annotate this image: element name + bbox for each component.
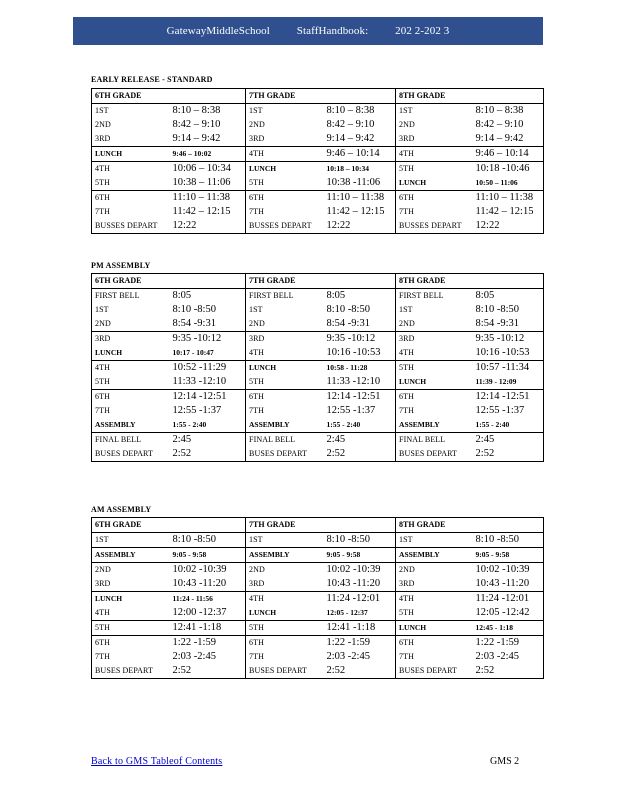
period-label: 2ND (95, 565, 111, 574)
period-label: ASSEMBLY (92, 548, 170, 563)
period-time: 10:43 -11:20 (473, 577, 544, 592)
period-row (92, 205, 544, 219)
period-time: 9:14 – 9:42 (473, 132, 544, 147)
period-label: FIRST BELL (396, 289, 473, 304)
period-time: 10:06 – 10:34 (172, 163, 231, 174)
period-label: FINAL BELL (246, 433, 324, 448)
period-label: 7TH (95, 207, 110, 216)
period-label: 1ST (396, 303, 473, 317)
period-label: 3RD (396, 577, 473, 592)
period-label: BUSES DEPART (92, 664, 170, 679)
period-label: 6TH (396, 191, 473, 206)
period-time: 2:52 (170, 447, 246, 462)
period-row (92, 592, 544, 607)
period-label: 5TH (396, 361, 473, 376)
period-label: 4TH (396, 147, 473, 162)
period-time: 11:24 -12:01 (326, 593, 381, 604)
period-label: ASSEMBLY (92, 418, 170, 433)
period-time: 10:18 – 10:34 (326, 164, 370, 173)
am-assembly-title: AM ASSEMBLY (91, 505, 152, 514)
period-label: 2ND (396, 563, 473, 578)
period-time: 9:05 - 9:58 (473, 548, 544, 563)
period-label: BUSES DEPART (92, 447, 170, 462)
period-label: FINAL BELL (95, 435, 142, 444)
school-year: 202 2-202 3 (395, 25, 450, 37)
period-time: 1:22 -1:59 (475, 637, 519, 648)
period-time: 2:03 -2:45 (326, 651, 370, 662)
period-time: 2:52 (324, 447, 396, 462)
period-label: 1ST (92, 533, 170, 548)
period-time: 8:42 – 9:10 (326, 119, 375, 130)
period-label: 6TH (95, 193, 110, 202)
period-time: 2:52 (324, 664, 396, 679)
period-time: 12:05 -12:42 (473, 606, 544, 621)
period-time: 8:05 (172, 290, 192, 301)
period-label: 6TH (95, 392, 110, 401)
period-time: 9:14 – 9:42 (170, 132, 246, 147)
period-label: LUNCH (396, 621, 473, 636)
period-time: 12:05 - 12:37 (324, 606, 396, 621)
period-label: 7TH (246, 650, 324, 664)
period-label: 3RD (396, 332, 473, 347)
period-label: FIRST BELL (95, 291, 140, 300)
period-label: 6TH (246, 390, 324, 405)
period-label: 4TH (246, 147, 324, 162)
period-label: 7TH (396, 650, 473, 664)
period-label: BUSES DEPART (396, 447, 473, 462)
period-time: 12:55 -1:37 (475, 405, 525, 416)
period-label: BUSES DEPART (246, 447, 324, 462)
period-time: 12:55 -1:37 (326, 405, 376, 416)
period-time: 12:14 -12:51 (172, 391, 227, 402)
period-label: BUSES DEPART (246, 664, 324, 679)
period-time: 12:41 -1:18 (324, 621, 396, 636)
period-time: 11:10 – 11:38 (172, 192, 231, 203)
period-time: 8:10 – 8:38 (172, 105, 221, 116)
period-label: 1ST (396, 533, 473, 548)
period-time: 8:10 – 8:38 (326, 105, 375, 116)
period-time: 2:52 (170, 664, 246, 679)
period-label: 6TH (95, 638, 110, 647)
period-label: LUNCH (246, 361, 324, 376)
period-time: 12:41 -1:18 (170, 621, 246, 636)
period-row (92, 533, 544, 548)
period-row (92, 162, 544, 177)
grade-header: 6TH GRADE (92, 518, 246, 533)
period-time: 2:03 -2:45 (475, 651, 519, 662)
period-label: 3RD (396, 132, 473, 147)
period-row (92, 219, 544, 234)
period-row (92, 606, 544, 621)
period-label: 2ND (95, 120, 111, 129)
grade-header: 7TH GRADE (246, 518, 396, 533)
period-label: 1ST (246, 533, 324, 548)
period-time: 11:39 - 12:09 (473, 375, 544, 390)
period-time: 9:46 – 10:14 (473, 147, 544, 162)
period-label: LUNCH (92, 147, 170, 162)
period-label: 3RD (246, 132, 324, 147)
period-label: 4TH (246, 592, 324, 607)
grade-header: 6TH GRADE (92, 274, 246, 289)
pm-assembly-table (91, 273, 544, 462)
period-label: 4TH (95, 164, 110, 173)
pm-assembly-title: PM ASSEMBLY (91, 261, 151, 270)
period-label: 4TH (95, 363, 110, 372)
period-time: 8:10 -8:50 (172, 304, 216, 315)
period-label: 5TH (246, 375, 324, 390)
period-label: 4TH (246, 346, 324, 361)
period-label: 2ND (396, 317, 473, 332)
period-label: 7TH (396, 205, 473, 219)
period-row (92, 346, 544, 361)
period-label: 4TH (396, 592, 473, 607)
period-label: BUSSES DEPART (92, 219, 170, 234)
handbook-label: StaffHandbook: (296, 25, 369, 37)
period-time: 10:43 -11:20 (170, 577, 246, 592)
period-label: 3RD (95, 334, 111, 343)
am-assembly-table (91, 517, 544, 679)
period-row (92, 104, 544, 119)
period-time: 8:54 -9:31 (473, 317, 544, 332)
period-row (92, 303, 544, 317)
period-time: 10:43 -11:20 (324, 577, 396, 592)
period-label: 1ST (95, 305, 109, 314)
period-time: 12:45 - 1:18 (473, 621, 544, 636)
period-label: 2ND (246, 118, 324, 132)
period-time: 1:55 - 2:40 (170, 418, 246, 433)
period-time: 2:45 (172, 434, 192, 445)
period-time: 2:03 -2:45 (172, 651, 216, 662)
period-label: 5TH (246, 176, 324, 191)
period-label: 1ST (396, 104, 473, 119)
period-time: 10:16 -10:53 (324, 346, 396, 361)
period-time: 11:33 -12:10 (170, 375, 246, 390)
period-time: 9:35 -10:12 (172, 333, 222, 344)
period-label: FINAL BELL (396, 433, 473, 448)
period-time: 12:14 -12:51 (475, 391, 530, 402)
period-time: 8:54 -9:31 (170, 317, 246, 332)
period-label: 5TH (92, 176, 170, 191)
period-label: 6TH (246, 636, 324, 651)
period-label: LUNCH (92, 346, 170, 361)
period-label: 5TH (396, 162, 473, 177)
early-release-title: EARLY RELEASE - STANDARD (91, 75, 213, 84)
period-label: LUNCH (396, 375, 473, 390)
period-label: 7TH (95, 652, 110, 661)
period-row (92, 650, 544, 664)
period-time: 10:02 -10:39 (475, 564, 530, 575)
period-row (92, 118, 544, 132)
period-time: 9:35 -10:12 (475, 333, 525, 344)
period-time: 2:52 (473, 447, 544, 462)
period-time: 10:02 -10:39 (326, 564, 381, 575)
grade-header: 7TH GRADE (246, 89, 396, 104)
period-time: 1:22 -1:59 (172, 637, 216, 648)
period-row (92, 361, 544, 376)
period-time: 9:46 – 10:02 (170, 147, 246, 162)
period-label: 1ST (246, 104, 324, 119)
period-row (92, 176, 544, 191)
period-label: 6TH (396, 390, 473, 405)
period-time: 10:57 -11:34 (475, 362, 530, 373)
back-to-contents-link[interactable]: Back to GMS Tableof Contents (91, 756, 223, 767)
period-time: 12:22 (473, 219, 544, 234)
period-time: 9:05 - 9:58 (170, 548, 246, 563)
period-label: 3RD (246, 332, 324, 347)
period-label: 7TH (246, 404, 324, 418)
period-time: 12:22 (170, 219, 246, 234)
period-time: 10:52 -11:29 (172, 362, 227, 373)
period-time: 8:42 – 9:10 (172, 119, 221, 130)
period-label: 5TH (92, 375, 170, 390)
period-label: 5TH (396, 606, 473, 621)
period-row (92, 447, 544, 462)
period-label: BUSES DEPART (396, 664, 473, 679)
period-label: ASSEMBLY (396, 548, 473, 563)
period-time: 11:24 -12:01 (475, 593, 530, 604)
period-label: LUNCH (95, 594, 123, 603)
period-label: 4TH (396, 346, 473, 361)
period-label: LUNCH (396, 176, 473, 191)
period-time: 11:33 -12:10 (324, 375, 396, 390)
period-time: 11:24 - 11:56 (172, 594, 213, 603)
period-time: 12:14 -12:51 (326, 391, 381, 402)
period-time: 1:55 - 2:40 (473, 418, 544, 433)
period-time: 10:58 - 11:28 (326, 363, 368, 372)
period-label: BUSSES DEPART (246, 219, 324, 234)
period-time: 8:10 -8:50 (473, 533, 544, 548)
period-row (92, 418, 544, 433)
period-row (92, 548, 544, 563)
period-time: 8:05 (475, 290, 495, 301)
period-time: 9:14 – 9:42 (324, 132, 396, 147)
period-row (92, 563, 544, 578)
grade-header: 7TH GRADE (246, 274, 396, 289)
period-label: 3RD (92, 132, 170, 147)
period-time: 10:50 – 11:06 (473, 176, 544, 191)
period-time: 8:10 – 8:38 (475, 105, 524, 116)
school-name: GatewayMiddleSchool (166, 25, 270, 37)
period-time: 2:45 (475, 434, 495, 445)
grade-header: 8TH GRADE (396, 518, 544, 533)
period-label: LUNCH (246, 606, 324, 621)
period-row (92, 577, 544, 592)
period-time: 11:42 – 12:15 (326, 206, 385, 217)
period-time: 9:05 - 9:58 (324, 548, 396, 563)
period-time: 2:45 (326, 434, 346, 445)
period-time: 2:52 (473, 664, 544, 679)
early-release-table (91, 88, 544, 234)
period-time: 1:22 -1:59 (326, 637, 370, 648)
grade-header: 6TH GRADE (92, 89, 246, 104)
period-label: 7TH (396, 404, 473, 418)
period-label: 2ND (396, 118, 473, 132)
period-time: 12:00 -12:37 (170, 606, 246, 621)
period-label: 2ND (92, 317, 170, 332)
period-label: ASSEMBLY (396, 418, 473, 433)
period-row (92, 375, 544, 390)
period-row (92, 433, 544, 448)
period-label: 7TH (246, 205, 324, 219)
period-label: 6TH (246, 191, 324, 206)
period-time: 8:42 – 9:10 (475, 119, 524, 130)
period-time: 11:10 – 11:38 (326, 192, 385, 203)
period-row (92, 390, 544, 405)
period-row (92, 332, 544, 347)
period-time: 8:10 -8:50 (170, 533, 246, 548)
period-label: ASSEMBLY (246, 418, 324, 433)
period-row (92, 191, 544, 206)
period-label: 4TH (92, 606, 170, 621)
grade-header: 8TH GRADE (396, 274, 544, 289)
grade-header: 8TH GRADE (396, 89, 544, 104)
period-time: 8:05 (326, 290, 346, 301)
period-time: 8:54 -9:31 (324, 317, 396, 332)
period-time: 10:38 -11:06 (324, 176, 396, 191)
period-row (92, 147, 544, 162)
period-row (92, 317, 544, 332)
period-row (92, 132, 544, 147)
period-row (92, 664, 544, 679)
period-time: 9:46 – 10:14 (324, 147, 396, 162)
period-label: FIRST BELL (246, 289, 324, 304)
period-row (92, 404, 544, 418)
period-time: 12:22 (324, 219, 396, 234)
period-time: 12:55 -1:37 (172, 405, 222, 416)
period-row (92, 621, 544, 636)
period-row (92, 289, 544, 304)
period-time: 9:35 -10:12 (326, 333, 376, 344)
period-label: 3RD (92, 577, 170, 592)
period-label: 6TH (396, 636, 473, 651)
period-time: 1:55 - 2:40 (324, 418, 396, 433)
period-time: 10:02 -10:39 (172, 564, 227, 575)
period-label: ASSEMBLY (246, 548, 324, 563)
period-label: 7TH (95, 406, 110, 415)
period-time: 8:10 -8:50 (324, 533, 396, 548)
period-label: LUNCH (246, 162, 324, 177)
period-time: 11:42 – 12:15 (475, 206, 534, 217)
period-label: 2ND (246, 317, 324, 332)
period-time: 10:18 -10:46 (475, 163, 530, 174)
period-label: 5TH (92, 621, 170, 636)
period-label: 2ND (246, 563, 324, 578)
period-row (92, 636, 544, 651)
period-time: 8:10 -8:50 (326, 304, 370, 315)
period-time: 11:10 – 11:38 (475, 192, 534, 203)
period-label: 1ST (95, 106, 109, 115)
period-time: 10:17 - 10:47 (170, 346, 246, 361)
period-label: 1ST (246, 303, 324, 317)
period-time: 10:38 – 11:06 (170, 176, 246, 191)
page-number: GMS 2 (490, 756, 520, 767)
period-label: 3RD (246, 577, 324, 592)
handbook-header-bar (73, 17, 543, 45)
period-label: BUSSES DEPART (396, 219, 473, 234)
period-time: 11:42 – 12:15 (172, 206, 231, 217)
period-time: 10:16 -10:53 (473, 346, 544, 361)
period-label: 5TH (246, 621, 324, 636)
period-time: 8:10 -8:50 (475, 304, 519, 315)
